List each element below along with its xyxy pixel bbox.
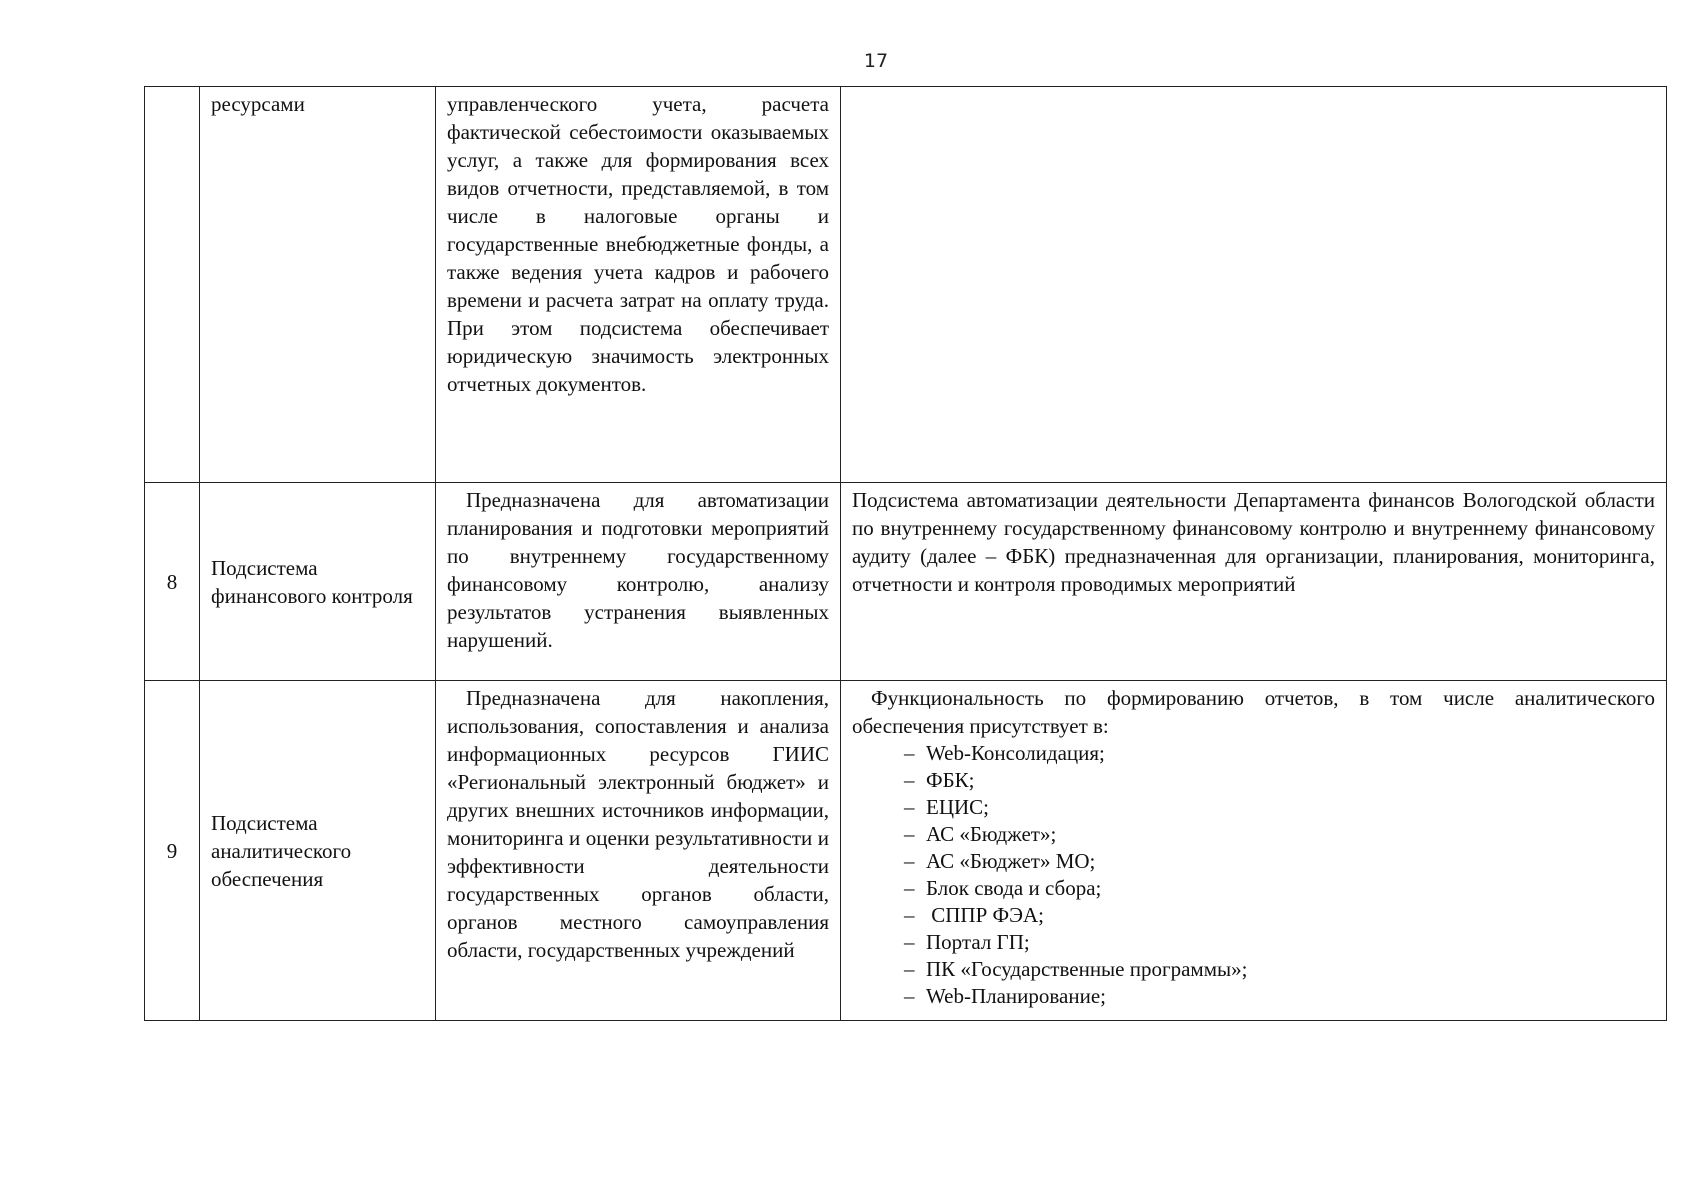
subsystem-name: Подсистема аналитического обеспечения <box>211 811 352 891</box>
list-dash: – <box>904 768 915 792</box>
row-number-cell <box>145 681 200 1021</box>
list-item-text: АС «Бюджет» МО; <box>926 849 1096 873</box>
subsystem-name-cell <box>200 87 436 483</box>
list-item <box>904 848 1655 875</box>
list-dash: – <box>904 930 915 954</box>
functionality-cell <box>841 681 1667 1021</box>
table-row <box>145 483 1667 681</box>
subsystem-description: управленческого учета, расчета фактической себестоимости оказываемых услуг, а также для формирования всех видов отчетности, представляемой, в том числе в налоговые органы и государственные внебюджетные фонды, а также ведения учета кадров и рабочего времени и расчета затрат на оплату труда. При этом подсистема обеспечивает юридическую значимость электронных отчетных документов. <box>447 92 829 396</box>
list-dash: – <box>904 984 915 1008</box>
list-item-text: ФБК; <box>926 768 975 792</box>
subsystem-name-cell <box>200 681 436 1021</box>
description-cell <box>436 681 841 1021</box>
subsystem-description: Предназначена для автоматизации планирования и подготовки мероприятий по внутреннему государственному финансовому контролю, анализу результатов устранения выявленных нарушений. <box>447 488 829 652</box>
list-item <box>904 929 1655 956</box>
description-cell <box>436 483 841 681</box>
list-item <box>904 902 1655 929</box>
functionality-intro: Функциональность по формированию отчетов, в том числе аналитического обеспечения присутствует в: <box>852 686 1655 738</box>
list-item-text: Web-Консолидация; <box>926 741 1105 765</box>
list-item-text: ПК «Государственные программы»; <box>926 957 1248 981</box>
list-dash: – <box>904 903 915 927</box>
list-dash: – <box>904 876 915 900</box>
list-item-text: Web-Планирование; <box>926 984 1106 1008</box>
row-number-cell <box>145 483 200 681</box>
list-item <box>904 875 1655 902</box>
description-cell <box>436 87 841 483</box>
row-number: 9 <box>166 838 178 863</box>
systems-table <box>144 86 1667 1021</box>
list-item-text: Блок свода и сбора; <box>926 876 1102 900</box>
subsystem-functionality: Подсистема автоматизации деятельности Департамента финансов Вологодской области по внутреннему государственному финансовому контролю и внутреннему финансовому аудиту (далее – ФБК) предназначенная для организации, планирования, мониторинга, отчетности и контроля проводимых мероприятий <box>852 488 1655 596</box>
subsystem-name: ресурсами <box>211 92 305 116</box>
subsystem-name-cell <box>200 483 436 681</box>
list-dash: – <box>904 957 915 981</box>
list-dash: – <box>904 741 915 765</box>
page-number: 17 <box>863 50 889 72</box>
row-number: 8 <box>166 569 178 594</box>
list-item <box>904 767 1655 794</box>
list-item <box>904 821 1655 848</box>
list-item <box>904 740 1655 767</box>
list-item-text: СППР ФЭА; <box>926 903 1044 927</box>
table-row <box>145 87 1667 483</box>
list-dash: – <box>904 795 915 819</box>
list-item-text: АС «Бюджет»; <box>926 822 1057 846</box>
subsystem-name: Подсистема финансового контроля <box>211 556 413 608</box>
list-item <box>904 956 1655 983</box>
list-item <box>904 983 1655 1010</box>
list-item-text: ЕЦИС; <box>926 795 989 819</box>
list-item <box>904 794 1655 821</box>
subsystem-description: Предназначена для накопления, использования, сопоставления и анализа информационных ресурсов ГИИС «Региональный электронный бюджет» и других внешних источников информации, мониторинга и оценки результативности и эффективности деятельности государственных органов области, органов местного самоуправления области, государственных учреждений <box>447 686 829 962</box>
functionality-cell <box>841 87 1667 483</box>
table-row <box>145 681 1667 1021</box>
list-dash: – <box>904 822 915 846</box>
row-number-cell <box>145 87 200 483</box>
list-item-text: Портал ГП; <box>926 930 1030 954</box>
list-dash: – <box>904 849 915 873</box>
functionality-list <box>852 740 1655 1010</box>
functionality-cell <box>841 483 1667 681</box>
